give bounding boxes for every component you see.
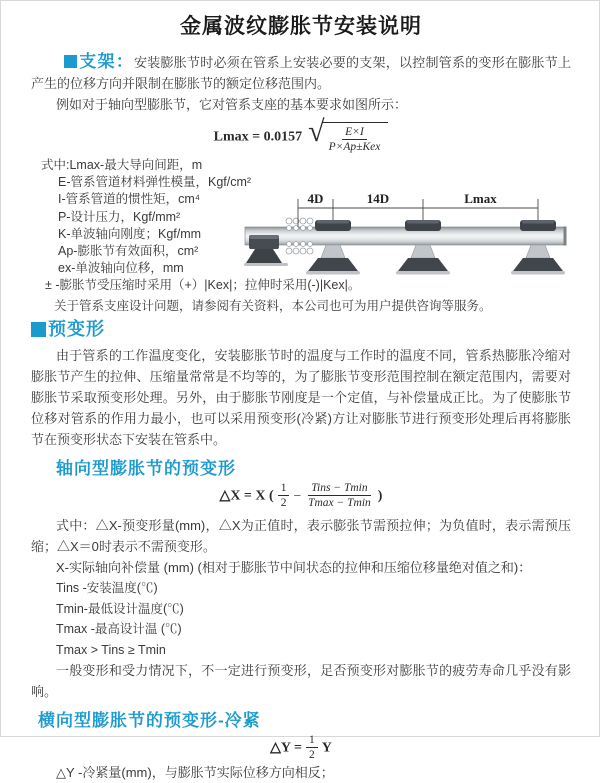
definition-line: I-管系管道的惯性矩，cm⁴ — [58, 192, 201, 207]
lateral-subheading: 横向型膨胀节的预变形-冷紧 — [38, 711, 261, 730]
support-intro-paragraph — [31, 51, 571, 94]
half-fraction — [278, 481, 290, 511]
axial-formula-lhs: △X = X ( — [219, 488, 274, 504]
definition-line: 关于管系支座设计问题，请参阅有关资料，本公司也可为用户提供咨询等服务。 — [54, 298, 492, 313]
predeform-paragraph: 由于管系的工作温度变化，安装膨胀节时的温度与工作时的温度不同，管系热膨胀冷缩对膨胀节产生的拉伸、压缩量常常是不均等的，为了膨胀节变形范围控制在额定范围内，需要对膨胀节采取预变形处理。另外，由于膨胀节刚度是一个定值，与补偿量成正比。为了使膨胀节位移对管系的作用力最小，也可以采用预变形(冷紧)方让对膨胀节进行预变形处理后再将膨胀节在预变形状态下安装在管系中。 — [31, 348, 571, 447]
lmax-numerator: E×I — [342, 125, 367, 140]
pipe-support-diagram — [244, 191, 601, 291]
lmax-formula-lhs: Lmax = 0.0157 — [213, 129, 303, 145]
temperature-definition: Tins -安装温度(℃) — [56, 581, 158, 595]
lmax-formula — [31, 115, 571, 155]
axial-notes — [31, 515, 571, 702]
dimension-label-14d: 14D — [366, 191, 390, 206]
half-denominator: 2 — [280, 497, 287, 510]
support-example-line: 例如对于轴向型膨胀节，它对管系支座的基本要求如图所示： — [56, 97, 408, 112]
support-section-heading: 支架： — [79, 52, 134, 71]
temperature-denominator: Tmax − Tmin — [308, 497, 371, 510]
minus-operator: − — [293, 487, 302, 503]
axial-subheading: 轴向型膨胀节的预变形 — [56, 459, 236, 478]
axial-where-line: 式中：△X-预变形量(mm)，△X为正值时，表示膨张节需预拉伸；为负值时，表示需预压缩；△X＝0时表示不需预变形。 — [31, 518, 571, 554]
sqrt-radical — [308, 115, 388, 155]
sqrt-sign-icon: √ — [308, 115, 325, 148]
lateral-formula — [31, 733, 571, 761]
definitions-and-diagram — [31, 157, 571, 313]
temperature-definition: Tmin-最低设计温度(℃) — [56, 601, 184, 616]
dimension-label-4d: 4D — [307, 191, 324, 206]
axial-formula — [31, 481, 571, 513]
section-square-icon — [64, 55, 77, 68]
definition-line: P-设计压力，Kgf/mm² — [58, 209, 181, 224]
lateral-half-numerator: 1 — [306, 733, 318, 748]
axial-x-definition: X-实际轴向补偿量 (mm) (相对于膨胀节中间状态的拉伸和压缩位移量绝对值之和)： — [56, 560, 532, 575]
lateral-half-fraction — [306, 733, 318, 763]
definition-line: K-单波轴向刚度；Kgf/mm — [58, 226, 202, 241]
temperature-fraction — [305, 481, 374, 511]
definition-line: 式中:Lmax-最大导向间距，m — [41, 158, 203, 172]
lateral-formula-lhs: △Y = — [270, 740, 302, 756]
pipe-support-diagram-drawing — [244, 191, 601, 291]
axial-formula-close: ) — [377, 488, 383, 504]
support-intro-text: 安装膨胀节时必须在管系上安装必要的支架，以控制管系的变形在膨胀节上产生的位移方向并限制在膨胀节的额定位移范围内。 — [31, 55, 571, 91]
sqrt-body — [322, 122, 389, 155]
predeform-section-heading — [31, 315, 571, 341]
page-title: 金属波纹膨胀节安装说明 — [180, 15, 422, 38]
temperature-relation: Tmax > Tins ≥ Tmin — [56, 642, 166, 657]
lateral-half-denominator: 2 — [308, 749, 315, 762]
dimension-label-lmax: Lmax — [464, 191, 497, 206]
lateral-note-line: △Y -冷紧量(mm)，与膨胀节实际位移方向相反； — [56, 765, 334, 780]
half-numerator: 1 — [278, 481, 290, 496]
lmax-fraction — [326, 125, 384, 155]
temperature-numerator: Tins − Tmin — [308, 481, 370, 496]
lmax-denominator: P×Ap±Kex — [328, 141, 381, 154]
predeform-heading-text: 预变形 — [48, 319, 105, 339]
temperature-definition: Tmax -最高设计温 (℃) — [56, 622, 182, 636]
definition-line: Ap-膨胀节有效面积，cm² — [58, 244, 199, 259]
definition-line: E-管系管道材料弹性模量，Kgf/cm² — [58, 175, 252, 190]
axial-note-line: 一般变形和受力情况下，不一定进行预变形，足否预变形对膨胀节的疲劳寿命几乎没有影响。 — [31, 663, 571, 699]
definition-line: ex-单波轴向位移，mm — [58, 261, 184, 276]
definition-line: ± -膨胀节受压缩时采用（+）|Kex|；拉伸时采用(-)|Kex|。 — [45, 278, 361, 293]
section-square-icon — [31, 322, 46, 337]
lateral-formula-rhs: Y — [321, 740, 332, 756]
